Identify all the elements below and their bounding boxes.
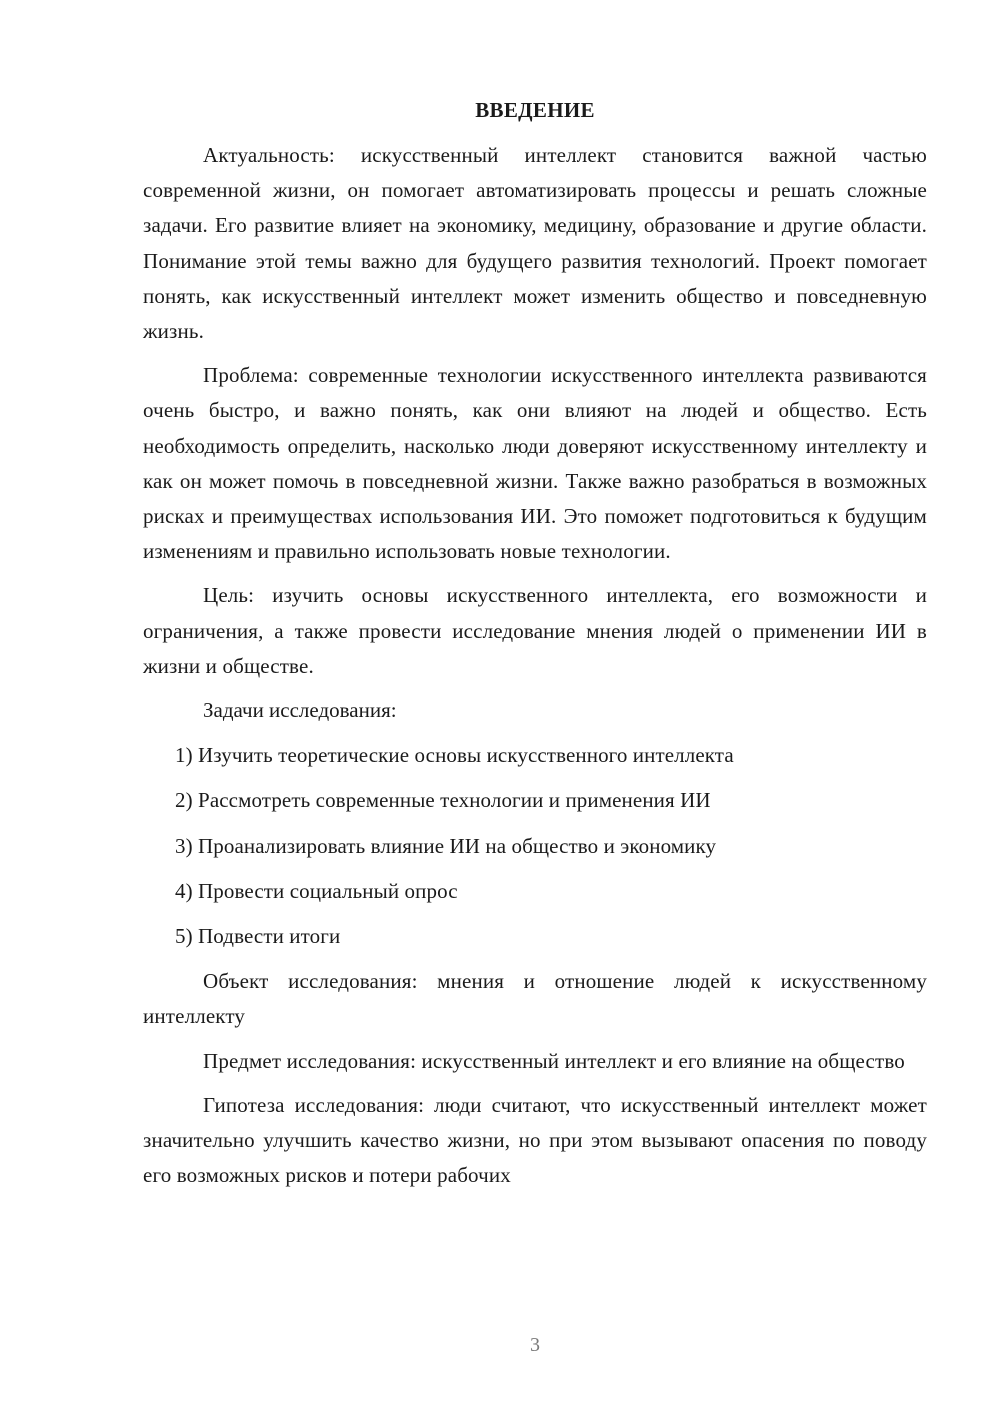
task-item-2: 2) Рассмотреть современные технологии и применения ИИ — [175, 788, 711, 813]
paragraph-relevance: Актуальность: искусственный интеллект становится важной частью современной жизни, он помогает автоматизировать процессы и решать сложные задачи. Его развитие влияет на экономику, медицину, образование и другие области. Понимание этой темы важно для будущего развития технологий. Проект помогает понять, как искусственный интеллект может изменить общество и повседневную жизнь. — [143, 143, 927, 344]
paragraph-problem: Проблема: современные технологии искусственного интеллекта развиваются очень быстро, и важно понять, как они влияют на людей и общество. Есть необходимость определить, насколько люди доверяют искусственному интеллекту и как он может помочь в повседневной жизни. Также важно разобраться в возможных рисках и преимуществах использования ИИ. Это поможет подготовиться к будущим изменениям и правильно использовать новые технологии. — [143, 363, 927, 564]
paragraph-object: Объект исследования: мнения и отношение людей к искусственному интеллекту — [143, 969, 927, 1029]
task-item-3: 3) Проанализировать влияние ИИ на общество и экономику — [175, 833, 717, 858]
paragraph-subject: Предмет исследования: искусственный интеллект и его влияние на общество — [203, 1048, 905, 1073]
paragraph-hypothesis: Гипотеза исследования: люди считают, что искусственный интеллект может значительно улучшить качество жизни, но при этом вызывают опасения по поводу его возможных рисков и потери рабочих — [143, 1092, 927, 1188]
task-item-5: 5) Подвести итоги — [175, 924, 341, 949]
tasks-list — [143, 738, 927, 954]
page-content — [143, 96, 927, 1202]
page-number: 3 — [530, 1334, 540, 1356]
tasks-heading: Задачи исследования: — [203, 698, 397, 723]
section-title: ВВЕДЕНИЕ — [475, 98, 595, 122]
task-item-1: 1) Изучить теоретические основы искусственного интеллекта — [175, 743, 734, 768]
task-item-4: 4) Провести социальный опрос — [175, 878, 458, 903]
paragraph-goal: Цель: изучить основы искусственного интеллекта, его возможности и ограничения, а также провести исследование мнения людей о применении ИИ в жизни и обществе. — [143, 583, 927, 678]
